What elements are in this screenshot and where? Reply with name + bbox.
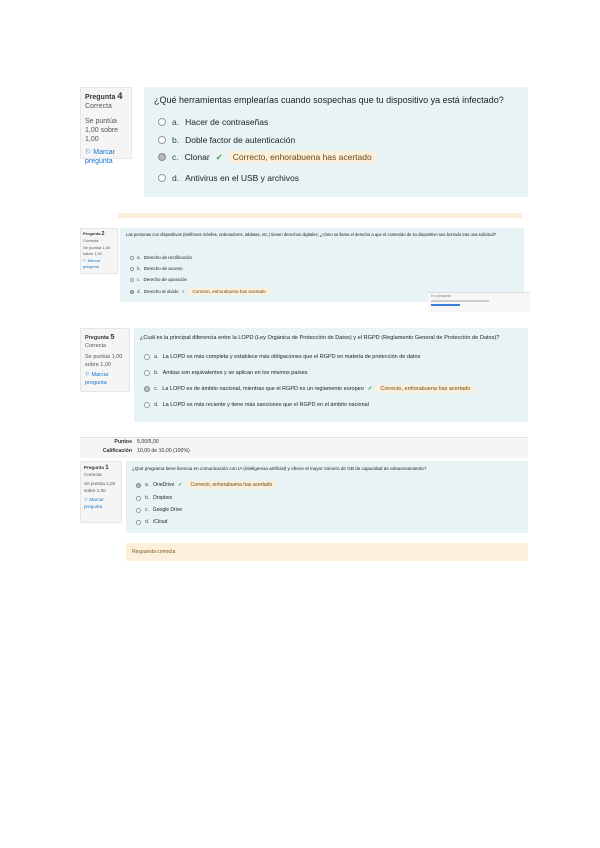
radio-button[interactable]: [158, 118, 166, 126]
radio-button-selected[interactable]: [136, 483, 141, 488]
answer-option-c[interactable]: c. Clonar ✓ Correcto, enhorabuena has acertado: [158, 151, 376, 163]
radio-button[interactable]: [144, 370, 150, 376]
answer-option-a[interactable]: a. OneDrive ✓ Correcto, enhorabuena has acertado: [136, 481, 276, 489]
question-text: ¿Qué herramientas emplearías cuando sospechas que tu dispositivo ya está infectado?: [154, 95, 504, 105]
question-text: ¿Cuál es la principal diferencia entre la LOPD (Ley Orgánica de Protección de Datos) y el RGPD (Reglamento General de Protección de Datos)?: [140, 335, 500, 341]
check-icon: ✓: [215, 151, 223, 162]
grade-label: Calificación: [102, 448, 132, 454]
question-info-1: [80, 461, 122, 523]
feedback-strip: [118, 213, 522, 218]
question-state: Correcta: [85, 103, 112, 110]
answer-option-b[interactable]: b. Doble factor de autenticación: [158, 135, 295, 145]
question-number: Pregunta 1: [84, 464, 109, 471]
radio-button-selected[interactable]: [158, 153, 166, 161]
answer-option-b[interactable]: b. Dropbox: [136, 495, 172, 501]
answer-option-a[interactable]: a. Derecho de rectificación: [130, 255, 192, 260]
points-value: 5,00/5,00: [137, 439, 159, 445]
points-label: Puntos: [114, 439, 132, 445]
feedback-badge: Correcto, enhorabuena has acertado: [188, 288, 270, 295]
answer-option-c[interactable]: c. Derecho de oposición: [130, 277, 187, 282]
question-info-2: [80, 228, 118, 274]
flag-icon: ⚐: [83, 258, 87, 263]
radio-button[interactable]: [130, 278, 134, 282]
radio-button[interactable]: [144, 402, 150, 408]
question-score: Se puntúa 1,00 sobre 1,00: [84, 481, 116, 493]
flag-question-link[interactable]: ⚐ Marcar pregunta: [84, 497, 104, 509]
grade-value: 10,00 de 10,00 (100%): [137, 448, 190, 454]
radio-button-selected[interactable]: [130, 290, 134, 294]
answer-option-a[interactable]: a. Hacer de contraseñas: [158, 117, 268, 127]
check-icon: ✓: [178, 482, 183, 488]
flag-icon: ⚐: [85, 149, 92, 156]
answer-option-c[interactable]: c. La LOPD es de ámbito nacional, mientras que el RGPD es un reglamento europeo ✓ Correcto, enhorabuena has acertado: [144, 385, 474, 393]
general-feedback-text: Respuesta correcta: [132, 549, 176, 555]
question-score: Se puntúa 1,00 sobre 1,00: [85, 354, 123, 368]
question-box-4: [144, 87, 528, 197]
answer-option-b[interactable]: b. Derecho de acceso: [130, 266, 183, 271]
question-score: Se puntúa 1,00 sobre 1,00: [85, 118, 119, 143]
radio-button[interactable]: [158, 136, 166, 144]
question-state: Correcta: [83, 237, 99, 243]
feedback-badge: Correcto, enhorabuena has acertado: [376, 385, 474, 393]
feedback-badge: Correcto, enhorabuena has acertado: [187, 481, 277, 489]
question-box-1: [126, 461, 528, 533]
answer-option-d[interactable]: d. iCloud: [136, 519, 167, 525]
question-info-4: [80, 87, 132, 165]
flag-icon: ⚐: [84, 497, 89, 502]
answer-option-d[interactable]: d. Derecho al olvido ✓ Correcto, enhorabuena has acertado: [130, 288, 270, 295]
question-box-5: [134, 328, 528, 422]
summary-table: [80, 437, 528, 458]
question-state: Correcta: [84, 471, 102, 477]
question-number: Pregunta 2: [83, 231, 105, 237]
check-icon: ✓: [181, 288, 186, 294]
flag-icon: ⚐: [85, 372, 90, 378]
radio-button[interactable]: [136, 520, 141, 525]
fragment-link[interactable]: Ir a pregunta: [431, 294, 451, 298]
general-feedback: [126, 543, 528, 561]
feedback-badge: Correcto, enhorabuena has acertado: [229, 151, 376, 163]
question-number: Pregunta 4: [85, 91, 123, 102]
question-score: Se puntúa 1,00 sobre 1,00: [83, 245, 111, 256]
screenshot-fragment: [428, 292, 530, 312]
radio-button[interactable]: [144, 354, 150, 360]
answer-option-c[interactable]: c. Google Drive: [136, 507, 182, 513]
question-text: ¿Qué programa tiene licencia en comunicación con IA (inteligencia artificial) y ofrece el mayor número de GB de capacidad de almacenamiento?: [132, 466, 427, 471]
question-state: Correcta: [85, 342, 107, 349]
radio-button[interactable]: [136, 496, 141, 501]
question-number: Pregunta 5: [85, 332, 115, 341]
answer-option-b[interactable]: b. Ambas son equivalentes y se aplican en los mismos países: [144, 370, 308, 376]
answer-option-d[interactable]: d. Antivirus en el USB y archivos: [158, 173, 299, 183]
question-text: Las personas con dispositivos (teléfonos móviles, ordenadores, tabletas, etc.) tienen derechos digitales; ¿cómo se llama el derecho a que el contenido de su dispositivo sea borrado tras una solicitud?: [126, 232, 497, 237]
answer-option-d[interactable]: d. La LOPD es más reciente y tiene más sanciones que el RGPD en el ámbito nacional: [144, 402, 369, 408]
question-info-5: [80, 328, 130, 392]
radio-button[interactable]: [158, 174, 166, 182]
radio-button[interactable]: [130, 256, 134, 260]
check-icon: ✓: [367, 386, 373, 392]
answer-option-a[interactable]: a. La LOPD es más completa y establece más obligaciones que el RGPD en materia de protección de datos: [144, 354, 420, 360]
radio-button-selected[interactable]: [144, 386, 150, 392]
flag-question-link[interactable]: ⚐ Marcar pregunta: [83, 258, 101, 269]
question-box-2: [120, 228, 524, 302]
flag-question-link[interactable]: ⚐ Marcar pregunta: [85, 372, 109, 386]
radio-button[interactable]: [130, 267, 134, 271]
flag-question-link[interactable]: ⚐ Marcar pregunta: [85, 149, 116, 165]
radio-button[interactable]: [136, 508, 141, 513]
